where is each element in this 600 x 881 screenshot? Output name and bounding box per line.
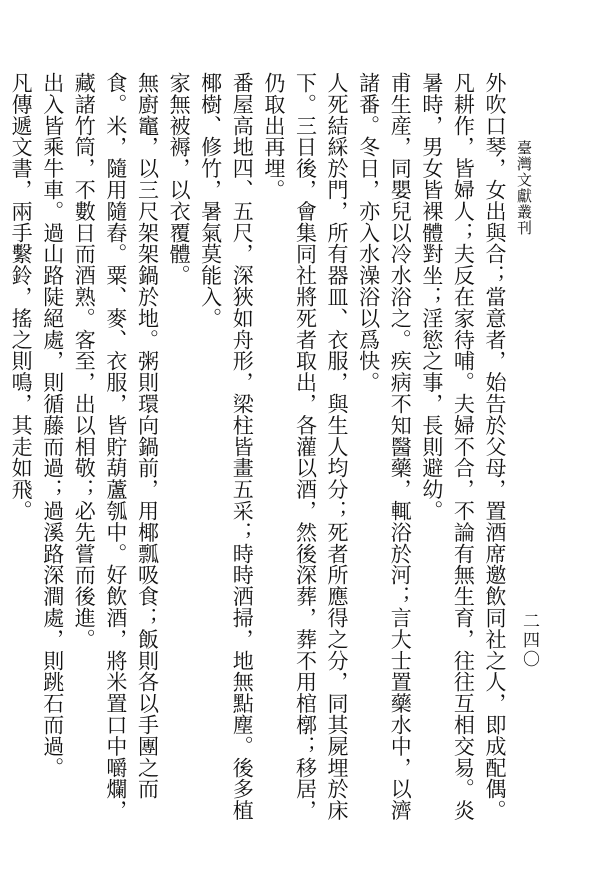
paragraph-7: 出入皆乘牛車。過山路陡絕處，則循藤而過；過溪路深澗處，則跳石而過。 <box>40 72 65 779</box>
paragraph-3: 人死結綵於門，所有器皿、衣服，與生人均分；死者所應得之分，同其屍埋於床下。三日後，會集同社將死者取出，各灌以酒，然後深葬，葬不用棺槨；移居，仍取出再埋。 <box>261 72 350 821</box>
paragraph-1: 外吹口琴，女出與合；當意者，始告於父母，置酒席邀飲同社之人，即成配偶。凡耕作，皆婦人；夫反在家待哺。夫婦不合，不論有無生育，往往互相交易。炎暑時，男女皆裸體對坐；淫慾之事，長則避幼。 <box>419 72 507 821</box>
paragraph-6: 無廚竈，以三尺架架鍋於地。粥則環向鍋前，用椰瓢吸食；飯則各以手團之而食。米，隨用隨舂。粟、麥、衣服，皆貯葫蘆瓠中。好飲酒，將米置口中嚼爛，藏諸竹筒，不數日而酒熟。客至，出以相敬；必先嘗而後進。 <box>72 72 160 821</box>
paragraph-2: 甫生産，同嬰兒以冷水浴之。疾病不知醫藥，輒浴於河；言大士置藥水中，以濟諸番。冬日，亦入水澡浴以爲快。 <box>356 72 413 821</box>
paragraph-4: 番屋高地四、五尺，深狹如舟形，梁柱皆畫五采；時時洒掃，地無點塵。後多植椰樹、修竹，暑氣莫能入。 <box>198 72 255 821</box>
vertical-body-text <box>9 72 510 832</box>
paragraph-8: 凡傳遞文書，兩手繫鈴，搖之則鳴，其走如飛。 <box>9 72 34 522</box>
running-title: 臺灣文獻叢刊 <box>515 140 533 236</box>
paragraph-5: 家無被褥，以衣覆體。 <box>167 72 192 286</box>
page-number: 二四〇 <box>519 612 539 669</box>
